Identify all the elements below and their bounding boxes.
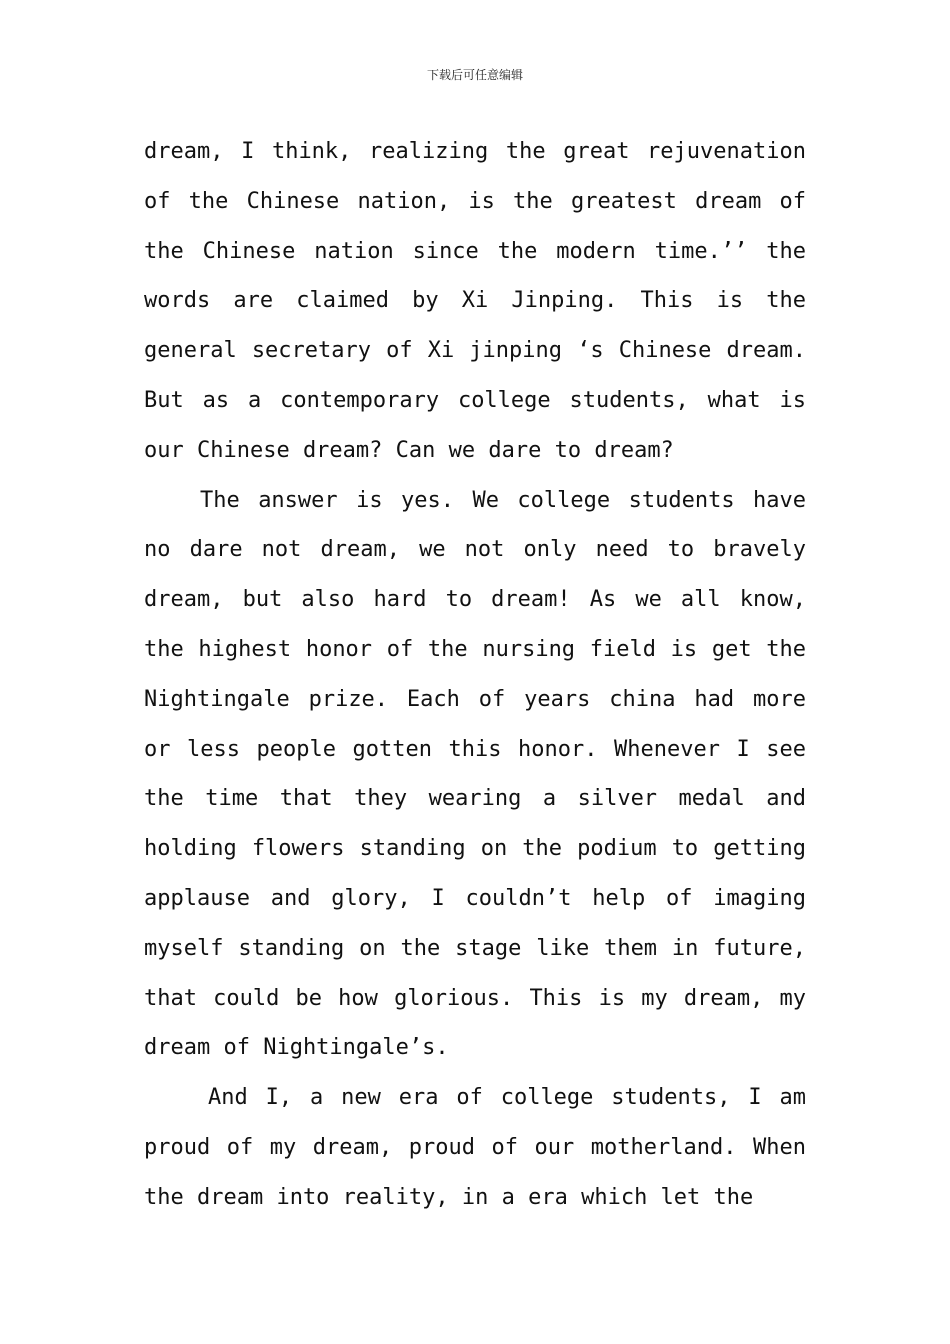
- paragraph-2: The answer is yes. We college students have no dare not dream, we not only need to bravely dream, but also hard to dream! As we all know, the highest honor of the nursing field is get the Nightingale prize. Each of years china had more or less people gotten this honor. Whenever I see the time that they wearing a silver medal and holding flowers standing on the podium to getting applause and glory, I couldn’t help of imaging myself standing on the stage like them in future, that could be how glorious. This is my dream, my dream of Nightingale’s.: [144, 487, 806, 1061]
- paragraph-3: And I, a new era of college students, I am proud of my dream, proud of our motherland. When the dream into reality, in a era which let the: [144, 1085, 806, 1210]
- page-header: 下载后可任意编辑: [426, 68, 523, 82]
- paragraph-1: dream, I think, realizing the great rejuvenation of the Chinese nation, is the greatest dream of the Chinese nation since the modern time.’’ the words are claimed by Xi Jinping. This is the general secretary of Xi jinping ‘s Chinese dream. But as a contemporary college students, what is our Chinese dream? Can we dare to dream?: [144, 139, 806, 463]
- document-body: [144, 127, 806, 1223]
